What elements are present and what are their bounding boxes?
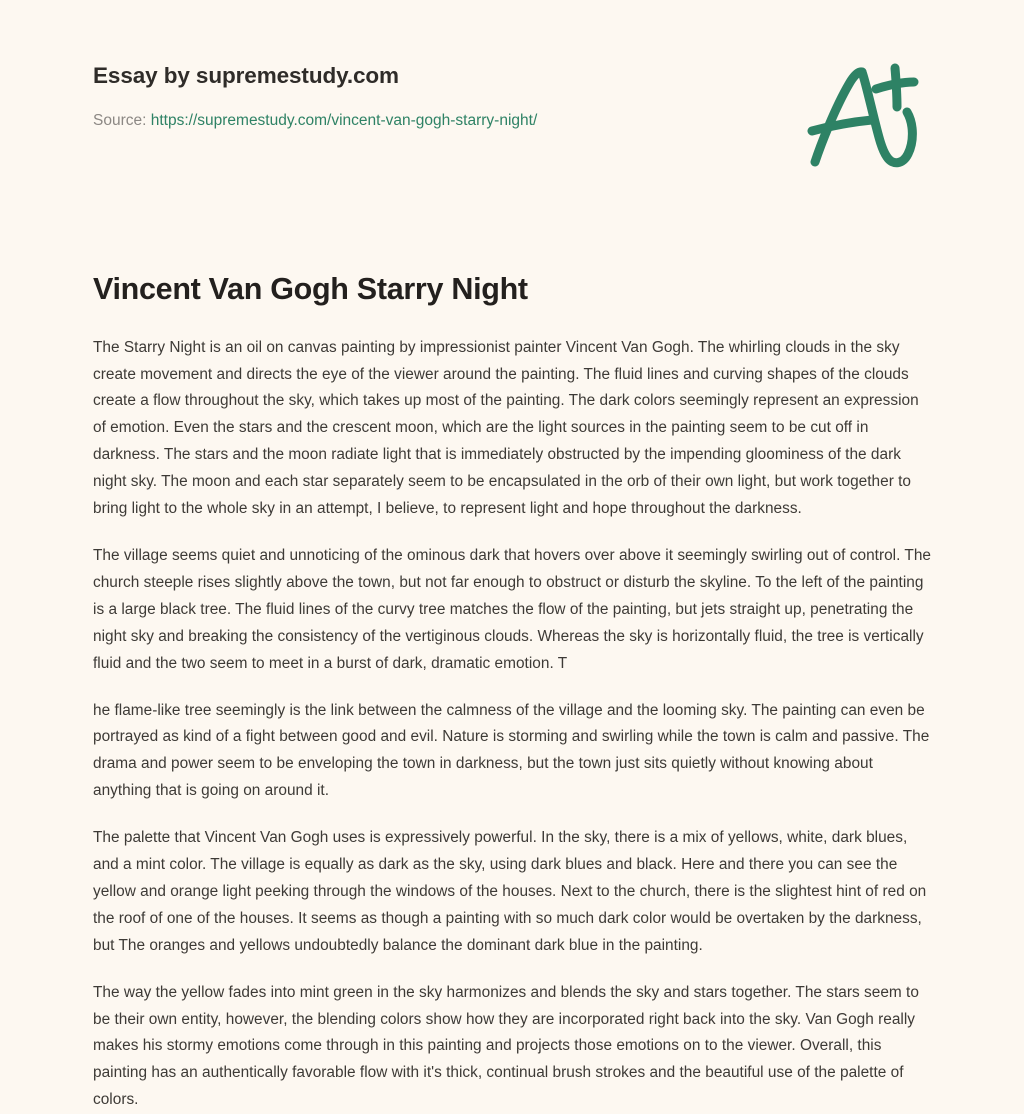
paragraph: The village seems quiet and unnoticing of the ominous dark that hovers over above it seemingly swirling out of control. The church steeple rises slightly above the town, but not far enough to obstruct or disturb the skyline. To the left of the painting is a large black tree. The fluid lines of the curvy tree matches the flow of the painting, but jets straight up, penetrating the night sky and breaking the consistency of the vertiginous clouds. Whereas the sky is horizontally fluid, the tree is vertically fluid and the two seem to meet in a burst of dark, dramatic emotion. T: [93, 546, 932, 672]
paragraph: The palette that Vincent Van Gogh uses is expressively powerful. In the sky, there is a mix of yellows, white, dark blues, and a mint color. The village is equally as dark as the sky, using dark blues and black. Here and there you can see the yellow and orange light peeking through the windows of the houses. Next to the church, there is the slightest hint of red on the roof of one of the houses. It seems as though a painting with so much dark color would be overtaken by the darkness, but The oranges and yellows undoubtedly balance the dominant dark blue in the painting.: [93, 829, 927, 954]
page-title: Vincent Van Gogh Starry Night: [93, 272, 528, 306]
page-header: [93, 0, 931, 192]
essay-body: [93, 310, 931, 1114]
source-label: Source:: [93, 112, 147, 130]
a-plus-logo-icon: [801, 58, 931, 178]
essay-byline: Essay by supremestudy.com: [93, 63, 399, 88]
paragraph: he flame-like tree seemingly is the link between the calmness of the village and the looming sky. The painting can even be portrayed as kind of a fight between good and evil. Nature is storming and swirling while the town is calm and passive. The drama and power seem to be enveloping the town in darkness, but the town just sits quietly without knowing about anything that is going on around it.: [93, 701, 930, 800]
paragraph: The way the yellow fades into mint green in the sky harmonizes and blends the sky and stars together. The stars seem to be their own entity, however, the blending colors show how they are incorporated right back into the sky. Van Gogh really makes his stormy emotions come through in this painting and projects those emotions on to the viewer. Overall, this painting has an authentically favorable flow with it's thick, continual brush strokes and the beautiful use of the palette of colors.: [93, 983, 919, 1109]
source-url-link[interactable]: https://supremestudy.com/vincent-van-gogh-starry-night/: [150, 112, 538, 130]
paragraph: The Starry Night is an oil on canvas painting by impressionist painter Vincent Van Gogh. The whirling clouds in the sky create movement and directs the eye of the viewer around the painting. The fluid lines and curving shapes of the clouds create a flow throughout the sky, which takes up most of the painting. The dark colors seemingly represent an expression of emotion. Even the stars and the crescent moon, which are the light sources in the painting seem to be cut off in darkness. The stars and the moon radiate light that is immediately obstructed by the impending gloominess of the dark night sky. The moon and each star separately seem to be encapsulated in the orb of their own light, but work together to bring light to the whole sky in an attempt, I believe, to represent light and hope throughout the darkness.: [93, 338, 919, 518]
